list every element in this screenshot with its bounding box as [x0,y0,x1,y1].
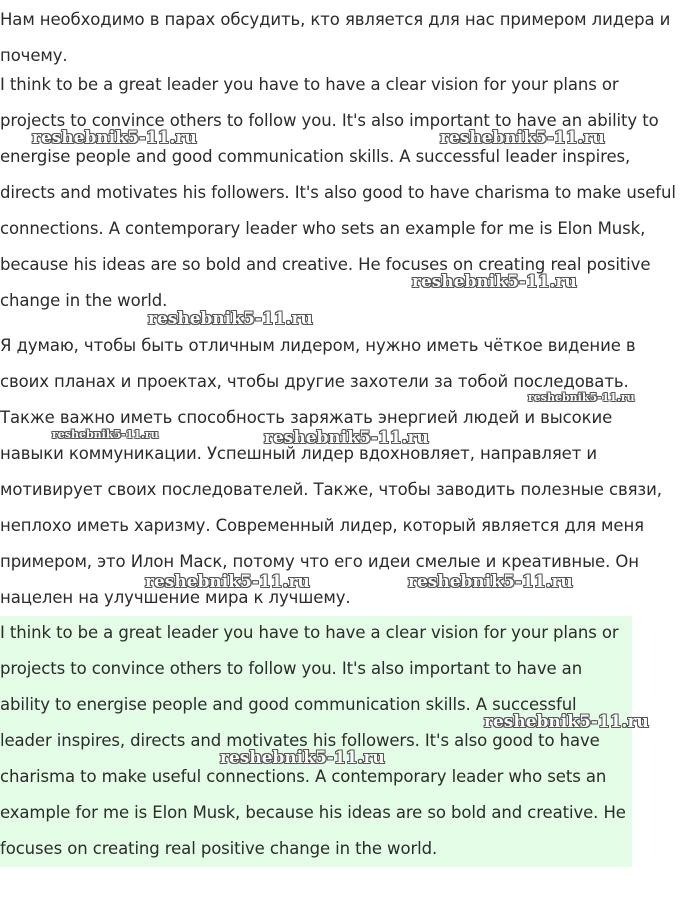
watermark: reshebnik5-11.ru [145,572,310,592]
watermark: reshebnik5-11.ru [440,128,605,148]
task-prompt-ru: Нам необходимо в парах обсудить, кто является для нас примером лидера и почему. [0,10,671,65]
watermark: reshebnik5-11.ru [148,309,313,329]
highlighted-answer-text: I think to be a great leader you have to have a clear vision for your plans or projects to convince others to follow you. It's also important to have an ability to energise people and good communication skills. A successful leader inspires, directs and motivates his followers. It's also good to have charisma to make useful connections. A contemporary leader who sets an example for me is Elon Musk, because his ideas are so bold and creative. He focuses on creating real positive change in the world. [0,623,626,858]
watermark: reshebnik5-11.ru [52,428,159,441]
watermark: reshebnik5-11.ru [408,572,573,592]
watermark: reshebnik5-11.ru [528,391,635,404]
watermark: reshebnik5-11.ru [412,272,577,292]
watermark: reshebnik5-11.ru [220,748,385,768]
answer-paragraph-en: I think to be a great leader you have to have a clear vision for your plans or projects to convince others to follow you. It's also important to have an ability to energise people and good communication skills. A successful leader inspires, directs and motivates his followers. It's also good to have charisma to make useful connections. A contemporary leader who sets an example for me is Elon Musk, because his ideas are so bold and creative. He focuses on creating real positive change in the world. [0,75,676,310]
answer-paragraph-ru: Я думаю, чтобы быть отличным лидером, нужно иметь чёткое видение в своих планах и проектах, чтобы другие захотели за тобой последовать. Также важно иметь способность заряжать энергией людей и высокие навыки коммуникации. Успешный лидер вдохновляет, направляет и мотивирует своих последователей. Также, чтобы заводить полезные связи, неплохо иметь харизму. Современный лидер, который является для меня примером, это Илон Маск, потому что его идеи смелые и креативные. Он нацелен на улучшение мира к лучшему. [0,336,662,607]
watermark: reshebnik5-11.ru [264,428,429,448]
watermark: reshebnik5-11.ru [32,128,197,148]
watermark: reshebnik5-11.ru [484,712,649,732]
